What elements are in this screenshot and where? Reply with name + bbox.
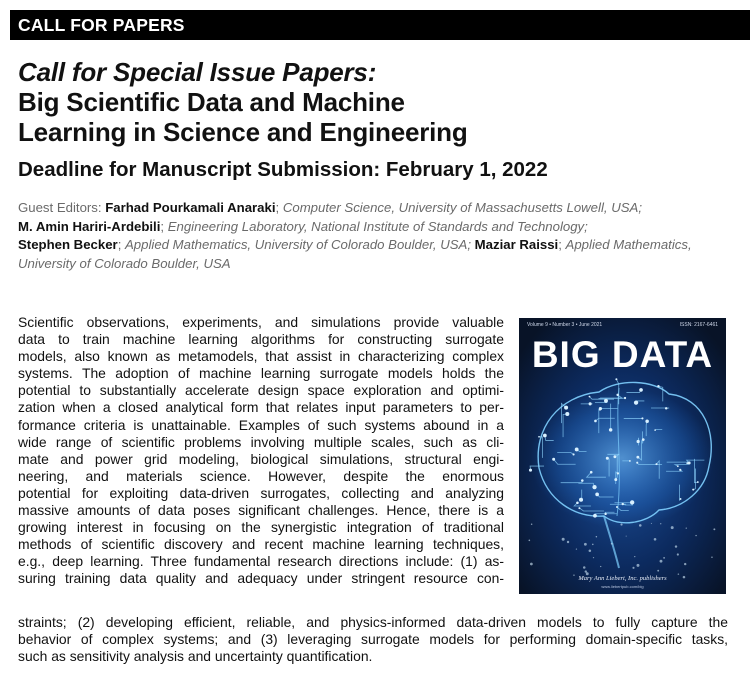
circuit-node [641, 417, 643, 419]
circuit-node [604, 399, 608, 403]
circuit-node [697, 481, 699, 483]
glow-particle [713, 528, 715, 530]
cover-url: www.liebertpub.com/big [601, 584, 644, 589]
circuit-node [655, 463, 657, 465]
glow-particle [711, 556, 712, 557]
body-text-line: potential to substantially accelerate design space exploration and optimi- [18, 382, 504, 399]
glow-particle [530, 563, 533, 566]
circuit-node [578, 507, 580, 509]
glow-particle [562, 538, 565, 541]
circuit-node [622, 503, 624, 505]
body-text-line: such as sensitivity analysis and uncertainty quantification. [18, 648, 373, 665]
body-paragraph-bottom [18, 614, 728, 665]
body-text-line: potential for exploiting data-driven surrogates, collecting and analyzing [18, 484, 504, 501]
circuit-node [594, 420, 597, 423]
body-text-line: behavior of complex systems; and (3) leveraging surrogate models for performing domain-specific tasks, [18, 631, 728, 648]
glow-particle [637, 564, 640, 567]
circuit-node [609, 428, 612, 431]
glow-particle [654, 538, 657, 541]
glow-particle [675, 545, 677, 547]
circuit-node [677, 465, 679, 467]
circuit-node [642, 438, 645, 441]
circuit-node [657, 385, 659, 387]
circuit-node [680, 498, 682, 500]
editor-affiliation: Applied Mathematics, University of Colorado Boulder, USA; [125, 237, 471, 252]
cover-volume: Volume 9 • Number 3 • June 2021 [527, 322, 603, 328]
circuit-node [679, 469, 681, 471]
circuit-node [581, 479, 584, 482]
glow-particle [585, 570, 587, 572]
circuit-node [615, 378, 617, 380]
circuit-node [576, 502, 579, 505]
editor-name: Farhad Pourkamali Anaraki [105, 200, 276, 215]
editor-affiliation: Engineering Laboratory, National Institute of Standards and Technology; [167, 218, 588, 234]
body-text-line: suring training data quality and adequacy under stringent resource con- [18, 570, 504, 587]
body-text-line: systems. The adoption of machine learning surrogate models holds the [18, 365, 504, 382]
body-text-line: data to train machine learning algorithms for constructing surrogate [18, 331, 504, 348]
circuit-node [590, 471, 593, 474]
glow-particle [600, 566, 601, 567]
circuit-node [630, 500, 634, 504]
circuit-node [575, 448, 579, 452]
editor-name: M. Amin Hariri-Ardebili [18, 218, 161, 234]
circuit-node [604, 513, 606, 515]
glow-particle [663, 557, 665, 559]
circuit-node [538, 436, 540, 438]
circuit-node [614, 478, 617, 481]
glow-particle [695, 535, 696, 536]
circuit-node [637, 440, 640, 443]
circuit-node [589, 402, 592, 405]
editors-prefix: Guest Editors: [18, 200, 106, 215]
circuit-node [636, 456, 639, 459]
glow-particle [634, 556, 635, 557]
circuit-node [595, 493, 599, 497]
cover-header [519, 318, 726, 334]
glow-particle [596, 536, 597, 537]
body-text-line: mate and power grid modeling, biological simulations, structural engi- [18, 450, 504, 467]
glow-particle [660, 560, 663, 563]
body-text-line: formance criteria is unattainable. Examples of such systems abound in a [18, 416, 504, 433]
glow-particle [589, 550, 592, 553]
body-text-line: models, also known as metamodels, that assist in characterizing complex [18, 348, 504, 365]
title-line-1: Call for Special Issue Papers: [18, 57, 377, 87]
title-line-3: Learning in Science and Engineering [18, 117, 468, 147]
body-text-line: e.g., deep learning. Three fundamental research directions include: (1) as- [18, 553, 504, 570]
body-text-line: growing interest in focusing on the synergistic integration of traditional [18, 519, 504, 536]
circuit-node [624, 397, 626, 399]
circuit-node [692, 489, 694, 491]
glow-particle [583, 566, 586, 569]
glow-particle [626, 536, 627, 537]
circuit-node [645, 419, 649, 423]
circuit-node [613, 455, 616, 458]
glow-particle [632, 567, 634, 569]
glow-particle [592, 544, 593, 545]
banner-label: CALL FOR PAPERS [18, 15, 185, 35]
cover-title: BIG DATA [531, 334, 714, 375]
circuit-node [593, 514, 597, 518]
cover-publisher: Mary Ann Liebert, Inc. publishers [578, 575, 667, 582]
glow-particle [620, 524, 622, 526]
editor-name: Stephen Becker [18, 237, 118, 252]
glow-particle [593, 557, 594, 558]
glow-particle [529, 540, 531, 542]
circuit-node [636, 462, 638, 464]
cover-issn: ISSN: 2167-6461 [679, 322, 718, 328]
body-text-line: neering, and materials science. However, despite the enormous [18, 467, 504, 484]
body-text-line: straints; (2) developing efficient, reliable, and physics-informed data-driven models to fully capture the [18, 614, 728, 630]
glow-particle [651, 523, 652, 524]
glow-particle [657, 570, 659, 572]
glow-particle [567, 541, 569, 543]
circuit-node [589, 396, 591, 398]
body-text-line: massive amounts of data poses significant challenges. Hence, there is a [18, 502, 504, 519]
glow-particle [686, 528, 687, 529]
glow-particle [576, 548, 577, 549]
circuit-node [579, 498, 583, 502]
page-title [18, 57, 738, 147]
editor-affiliation: Applied Mathematics, [565, 237, 692, 252]
circuit-node [564, 406, 568, 410]
circuit-node [688, 461, 691, 464]
glow-particle [531, 524, 532, 525]
circuit-node [606, 457, 609, 460]
circuit-node [616, 506, 618, 508]
title-line-2: Big Scientific Data and Machine [18, 87, 405, 117]
glow-particle [684, 563, 686, 565]
call-for-papers-banner [10, 10, 750, 40]
glow-particle [612, 543, 613, 544]
guest-editors: Guest Editors: Farhad Pourkamali Anaraki; Computer Science, University of Massachusetts Lowell, USA; M. Amin Hariri-Ardebili; Engineering Laboratory, National Institute of Standards and Technology; Stephen Becker; Applied Mathematics, University of Colorado Boulder, USA; Maziar Raissi; Applied Mathematics, University of Colorado Boulder, USA [18, 200, 692, 271]
circuit-node [665, 407, 667, 409]
big-data-journal-cover [519, 318, 726, 594]
glow-particle [677, 553, 679, 555]
glow-particle [660, 523, 661, 524]
glow-particle [671, 526, 674, 529]
editor-affiliation: Computer Science, University of Massachusetts Lowell, USA; [282, 200, 642, 215]
body-text-line: Scientific observations, experiments, and simulations provide valuable [18, 314, 504, 330]
body-paragraph-top [18, 314, 504, 588]
circuit-node [629, 460, 631, 462]
circuit-node [592, 485, 596, 489]
circuit-node [654, 429, 656, 431]
glow-particle [584, 543, 587, 546]
glow-particle [639, 524, 642, 527]
circuit-node [543, 434, 547, 438]
glow-particle [611, 543, 612, 544]
circuit-node [686, 462, 688, 464]
circuit-node [634, 400, 638, 404]
body-text-line: methods of scientific discovery and recent machine learning techniques, [18, 536, 504, 553]
body-text-line: zation when a closed analytical form that relates input parameters to per- [18, 399, 504, 416]
circuit-node [599, 407, 602, 410]
circuit-node [616, 394, 618, 396]
deadline-heading: Deadline for Manuscript Submission: February 1, 2022 [18, 158, 548, 181]
editor-name: Maziar Raissi [474, 237, 559, 252]
circuit-node [529, 469, 532, 472]
circuit-node [565, 412, 569, 416]
circuit-node [552, 458, 555, 461]
circuit-node [572, 453, 574, 455]
editor-affiliation: University of Colorado Boulder, USA [18, 255, 231, 271]
circuit-node [639, 388, 643, 392]
body-text-line: wide range of scientific problems involving multiple scales, such as cli- [18, 433, 504, 450]
circuit-node [617, 472, 619, 474]
